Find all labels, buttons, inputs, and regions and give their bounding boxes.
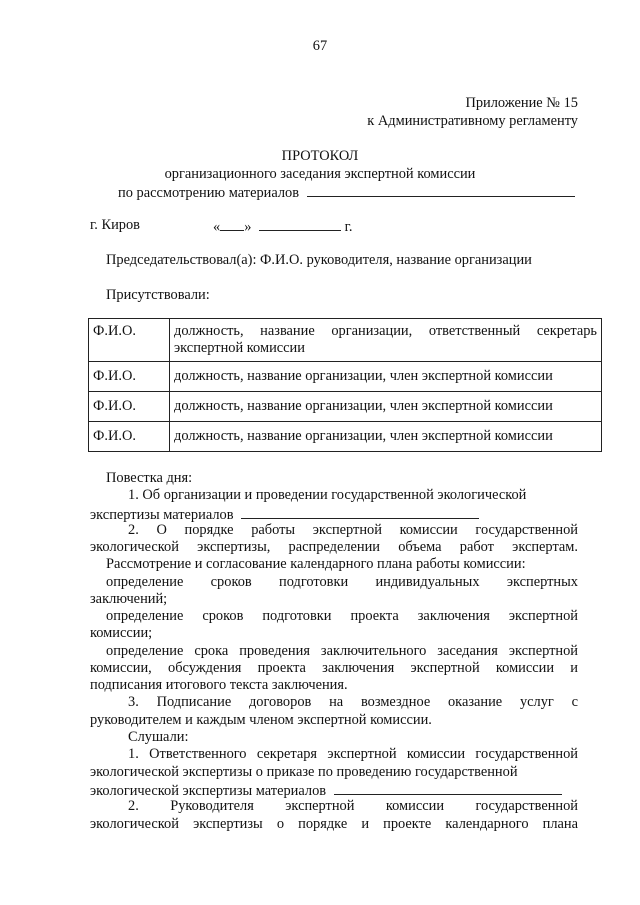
table-row <box>89 362 602 392</box>
agenda-sub3-line3: подписания итогового текста заключения. <box>90 677 348 693</box>
member-role: должность, название организации, член экспертной комиссии <box>170 362 602 392</box>
agenda-item3-line2: руководителем и каждым членом экспертной комиссии. <box>90 712 432 728</box>
member-name: Ф.И.О. <box>89 319 170 362</box>
agenda-sub3-line2: комиссии, обсуждения проекта заключения экспертной комиссии и <box>90 660 578 676</box>
agenda-sub2-line1: определение сроков подготовки проекта заключения экспертной <box>106 608 578 624</box>
agenda-item2-line3: Рассмотрение и согласование календарного плана работы комиссии: <box>106 556 526 572</box>
agenda-sub3-line1: определение срока проведения заключительного заседания экспертной <box>106 643 578 659</box>
city-label: г. Киров <box>90 217 140 233</box>
heard-item1-line2: экологической экспертизы о приказе по проведению государственной <box>90 764 518 780</box>
table-row <box>89 319 602 362</box>
table-row <box>89 422 602 452</box>
member-role: должность, название организации, член экспертной комиссии <box>170 392 602 422</box>
document-subtitle: организационного заседания экспертной комиссии <box>164 166 476 182</box>
member-role-line1: должность, название организации, ответственный секретарь <box>174 323 597 339</box>
agenda-sub2-line2: комиссии; <box>90 625 153 641</box>
month-year-blank <box>259 217 341 231</box>
page-number: 67 <box>312 38 328 54</box>
heard-item1-text: экологической экспертизы материалов <box>90 783 327 799</box>
member-name: Ф.И.О. <box>89 422 170 452</box>
members-table <box>88 318 602 452</box>
agenda-item2-line2: экологической экспертизы, распределении объема работ экспертам. <box>90 539 578 555</box>
date-quote-close: » <box>244 219 252 235</box>
member-name: Ф.И.О. <box>89 362 170 392</box>
agenda-sub1-line1: определение сроков подготовки индивидуальных экспертных <box>106 574 578 590</box>
member-role: должность, название организации, член экспертной комиссии <box>170 422 602 452</box>
agenda-heading: Повестка дня: <box>106 470 193 486</box>
heard-item2-line2: экологической экспертизы о порядке и проекте календарного плана <box>90 816 578 832</box>
agenda-sub1-line2: заключений; <box>90 591 168 607</box>
subtitle-line2-text: по рассмотрению материалов <box>118 185 300 201</box>
year-suffix: г. <box>344 219 353 235</box>
present-label: Присутствовали: <box>106 287 210 303</box>
heard-heading: Слушали: <box>128 729 189 745</box>
member-role-line2: экспертной комиссии <box>174 340 305 356</box>
regulation-label: к Административному регламенту <box>367 113 578 129</box>
agenda-item2-line1: 2. О порядке работы экспертной комиссии государственной <box>128 522 578 538</box>
heard-item1-line1: 1. Ответственного секретаря экспертной комиссии государственной <box>128 746 578 762</box>
materials-blank <box>307 183 575 197</box>
table-row <box>89 392 602 422</box>
day-blank <box>220 217 244 231</box>
member-name: Ф.И.О. <box>89 392 170 422</box>
heard-materials-blank <box>334 781 562 795</box>
chaired-line: Председательствовал(а): Ф.И.О. руководителя, название организации <box>106 252 532 268</box>
agenda-item1-text: экспертизы материалов <box>90 507 234 523</box>
agenda-materials-blank <box>241 505 479 519</box>
agenda-item1-line1: 1. Об организации и проведении государственной экологической <box>128 487 527 503</box>
document-title: ПРОТОКОЛ <box>281 148 359 164</box>
date-quote-open: « <box>213 219 221 235</box>
member-role <box>170 319 602 362</box>
appendix-label: Приложение № 15 <box>465 95 578 111</box>
heard-item2-line1: 2. Руководителя экспертной комиссии государственной <box>128 798 578 814</box>
date-line <box>213 217 353 236</box>
subtitle-line2 <box>118 183 575 202</box>
agenda-item3-line1: 3. Подписание договоров на возмездное оказание услуг с <box>128 694 578 710</box>
